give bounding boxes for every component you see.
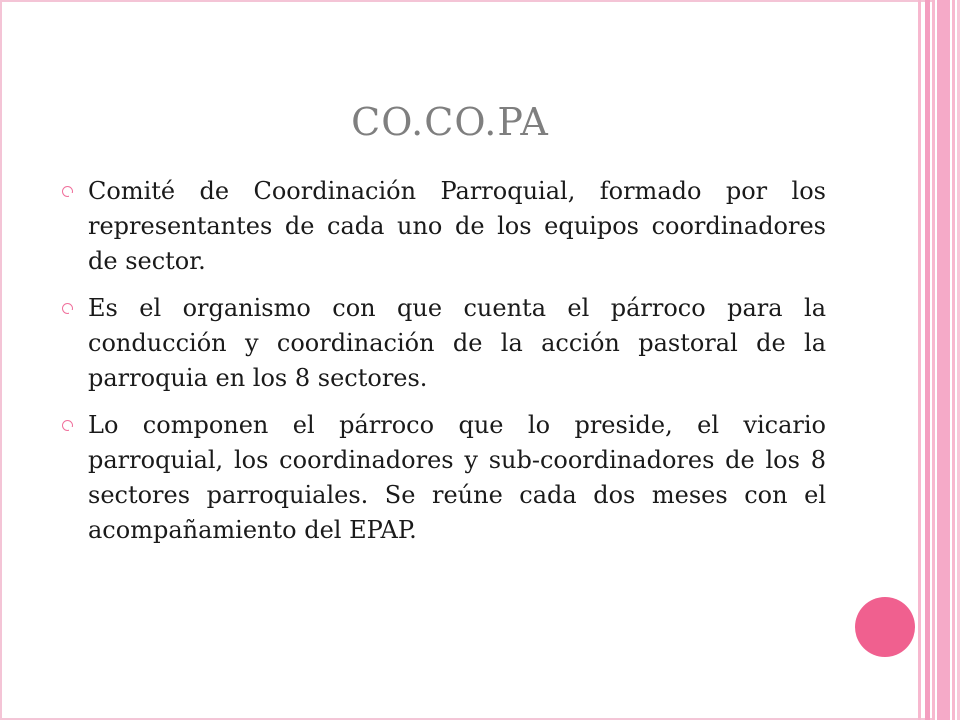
bullet-text: Es el organismo con que cuenta el párroco para la conducción y coordinación de la acción pastoral de la parroquia en los 8 sectores.	[88, 294, 826, 392]
stripe	[932, 0, 935, 720]
pink-ring-bullet-icon	[62, 303, 73, 314]
slide-title: CO.CO.PA	[351, 100, 549, 144]
frame-top-line	[0, 0, 932, 2]
bullet-text: Lo componen el párroco que lo preside, el vicario parroquial, los coordinadores y sub-coordinadores de los 8 sectores parroquiales. Se reúne cada dos meses con el acompañamiento del EPAP.	[88, 411, 826, 544]
pink-ring-bullet-icon	[62, 186, 73, 197]
decorative-stripes	[918, 0, 960, 720]
list-item	[88, 174, 826, 279]
stripe	[937, 0, 950, 720]
list-item	[88, 291, 826, 396]
stripe	[925, 0, 930, 720]
list-item	[88, 408, 826, 548]
bullet-list	[88, 174, 826, 560]
stripe	[952, 0, 955, 720]
pink-ring-bullet-icon	[62, 420, 73, 431]
bullet-text: Comité de Coordinación Parroquial, formado por los representantes de cada uno de los equipos coordinadores de sector.	[88, 177, 826, 275]
stripe	[918, 0, 921, 720]
pink-circle-icon	[855, 597, 915, 657]
